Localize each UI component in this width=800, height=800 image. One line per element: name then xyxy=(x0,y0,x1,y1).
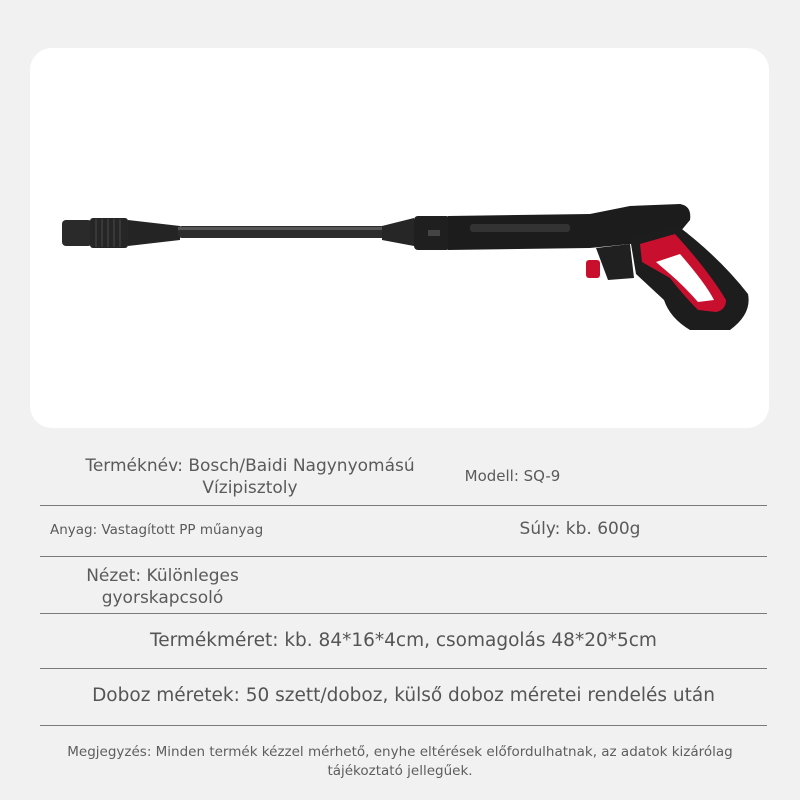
box-size: Doboz méretek: 50 szett/doboz, külső doboz méretei rendelés után xyxy=(92,685,715,706)
disclaimer-note: Megjegyzés: Minden termék kézzel mérhető, enyhe eltérések előfordulhatnak, az adatok kizárólag tájékoztató jellegűek. xyxy=(67,744,733,779)
product-photo-card xyxy=(30,48,769,428)
divider xyxy=(40,505,767,506)
divider xyxy=(40,725,767,726)
divider xyxy=(40,556,767,557)
product-name: Terméknév: Bosch/Baidi Nagynyomású Vízipisztoly xyxy=(85,456,415,498)
product-size: Termékméret: kb. 84*16*4cm, csomagolás 48*20*5cm xyxy=(150,630,657,651)
view-value: Nézet: Különleges gyorskapcsoló xyxy=(86,566,239,608)
spray-gun-photo xyxy=(30,48,769,428)
model-value: Modell: SQ-9 xyxy=(464,467,561,485)
divider xyxy=(40,668,767,669)
weight-value: Súly: kb. 600g xyxy=(519,519,641,539)
material-value: Anyag: Vastagított PP műanyag xyxy=(50,522,264,538)
divider xyxy=(40,613,767,614)
